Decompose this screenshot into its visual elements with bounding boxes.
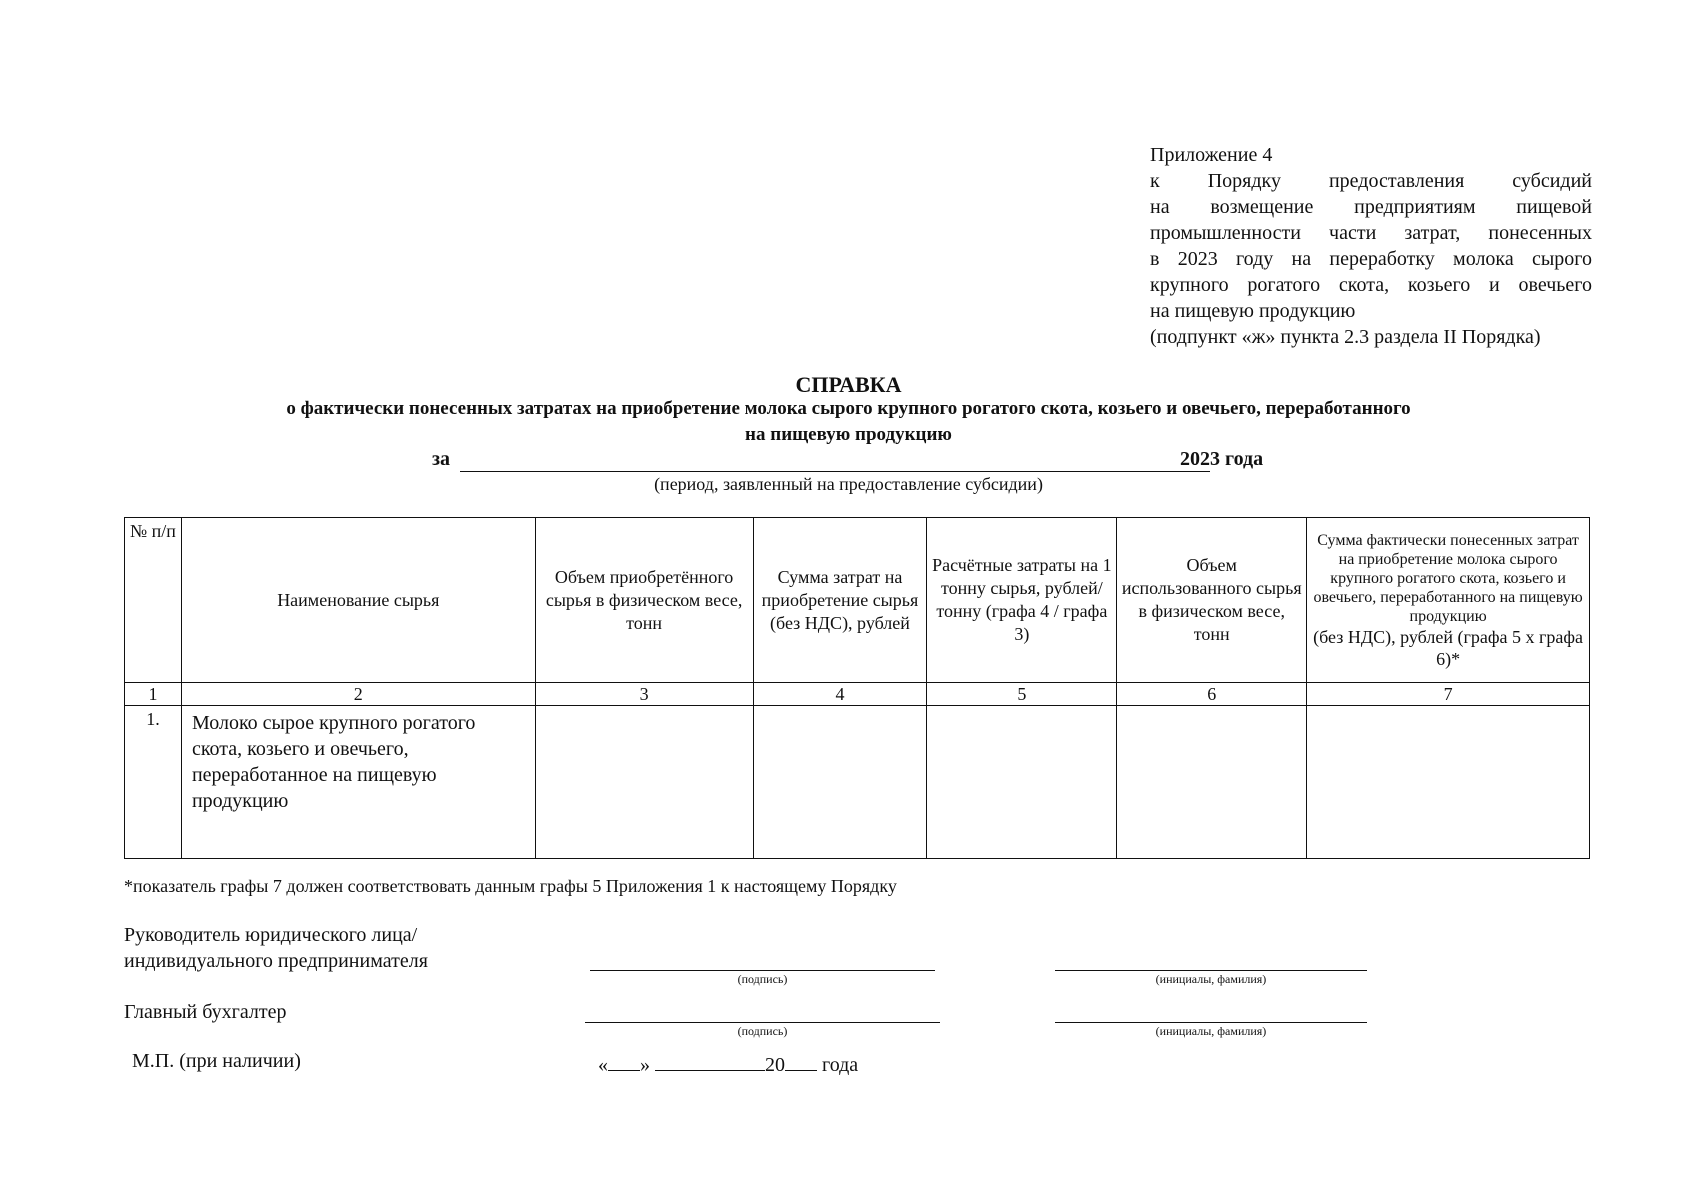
head-signature-caption: (подпись) [737, 972, 788, 986]
appendix-line: к Порядку предоставления субсидий [1150, 170, 1592, 192]
date-day-blank[interactable] [608, 1050, 640, 1071]
period-year: 2023 года [1180, 448, 1264, 470]
head-label-line: индивидуального предпринимателя [124, 950, 428, 972]
column-number: 6 [1117, 683, 1307, 706]
header-number: № п/п [125, 518, 182, 683]
header-actual-costs-formula: (без НДС), рублей (графа 5 х графа 6)* [1313, 626, 1584, 669]
header-used-volume: Объем использованного сырья в физическом весе, тонн [1117, 518, 1307, 683]
head-signature-line[interactable] [590, 970, 935, 971]
period-input-line[interactable] [460, 471, 1210, 472]
document-subtitle: о фактически понесенных затратах на приобретение молока сырого крупного рогатого скота, козьего и овечьего, переработанного [286, 398, 1411, 419]
document-title: СПРАВКА [795, 372, 902, 397]
column-number: 5 [927, 683, 1117, 706]
row-material-name: Молоко сырое крупного рогатого скота, козьего и овечьего, переработанное на пищевую продукцию [181, 706, 535, 859]
appendix-reference: (подпункт «ж» пункта 2.3 раздела II Порядка) [1150, 326, 1541, 348]
row-cost-per-ton-cell[interactable] [927, 706, 1117, 859]
date-open-quote: « [598, 1054, 608, 1076]
table-header-row [125, 518, 1590, 683]
period-row [432, 448, 1292, 474]
appendix-title: Приложение 4 [1150, 144, 1273, 166]
row-purchased-volume-cell[interactable] [535, 706, 753, 859]
head-label-line: Руководитель юридического лица/ [124, 924, 418, 946]
header-actual-costs-text: Сумма фактически понесенных затрат на приобретение молока сырого крупного рогатого скота, козьего и овечьего, переработанного на пищевую продукцию [1313, 531, 1583, 625]
date-suffix: года [822, 1054, 859, 1076]
table-row [125, 706, 1590, 859]
column-number: 1 [125, 683, 182, 706]
header-cost-per-ton: Расчётные затраты на 1 тонну сырья, рублей/тонну (графа 4 / графа 3) [927, 518, 1117, 683]
period-caption: (период, заявленный на предоставление субсидии) [654, 474, 1043, 494]
row-purchase-cost-cell[interactable] [753, 706, 927, 859]
document-subtitle-continued: на пищевую продукцию [745, 424, 952, 445]
column-number: 2 [181, 683, 535, 706]
footnote: *показатель графы 7 должен соответствовать данным графы 5 Приложения 1 к настоящему Порядку [124, 876, 897, 896]
table-column-numbers-row [125, 683, 1590, 706]
header-actual-costs [1307, 518, 1590, 683]
column-number: 4 [753, 683, 927, 706]
date-close-quote: » [640, 1054, 650, 1076]
appendix-line: промышленности части затрат, понесенных [1150, 222, 1592, 244]
column-number: 7 [1307, 683, 1590, 706]
row-actual-costs-cell[interactable] [1307, 706, 1590, 859]
seal-label: М.П. (при наличии) [132, 1050, 301, 1072]
appendix-line: на пищевую продукцию [1150, 300, 1356, 322]
accountant-label: Главный бухгалтер [124, 1001, 287, 1023]
date-line [598, 1050, 858, 1077]
head-name-line[interactable] [1055, 970, 1367, 971]
header-material-name: Наименование сырья [181, 518, 535, 683]
head-name-caption: (инициалы, фамилия) [1155, 972, 1267, 986]
accountant-name-caption: (инициалы, фамилия) [1155, 1024, 1267, 1038]
costs-table [124, 517, 1590, 859]
header-purchase-cost: Сумма затрат на приобретение сырья (без НДС), рублей [753, 518, 927, 683]
accountant-name-line[interactable] [1055, 1022, 1367, 1023]
appendix-line: в 2023 году на переработку молока сырого [1150, 248, 1592, 270]
period-prefix: за [432, 448, 451, 470]
row-number: 1. [125, 706, 182, 859]
date-year-blank[interactable] [785, 1050, 817, 1071]
header-purchased-volume: Объем приобретённого сырья в физическом весе, тонн [535, 518, 753, 683]
row-used-volume-cell[interactable] [1117, 706, 1307, 859]
appendix-block [1150, 142, 1592, 350]
appendix-line: крупного рогатого скота, козьего и овечьего [1150, 274, 1592, 296]
column-number: 3 [535, 683, 753, 706]
accountant-signature-caption: (подпись) [737, 1024, 788, 1038]
date-month-blank[interactable] [655, 1050, 765, 1071]
appendix-line: на возмещение предприятиям пищевой [1150, 196, 1592, 218]
head-label [124, 922, 428, 974]
accountant-signature-line[interactable] [585, 1022, 940, 1023]
date-century: 20 [765, 1054, 785, 1076]
